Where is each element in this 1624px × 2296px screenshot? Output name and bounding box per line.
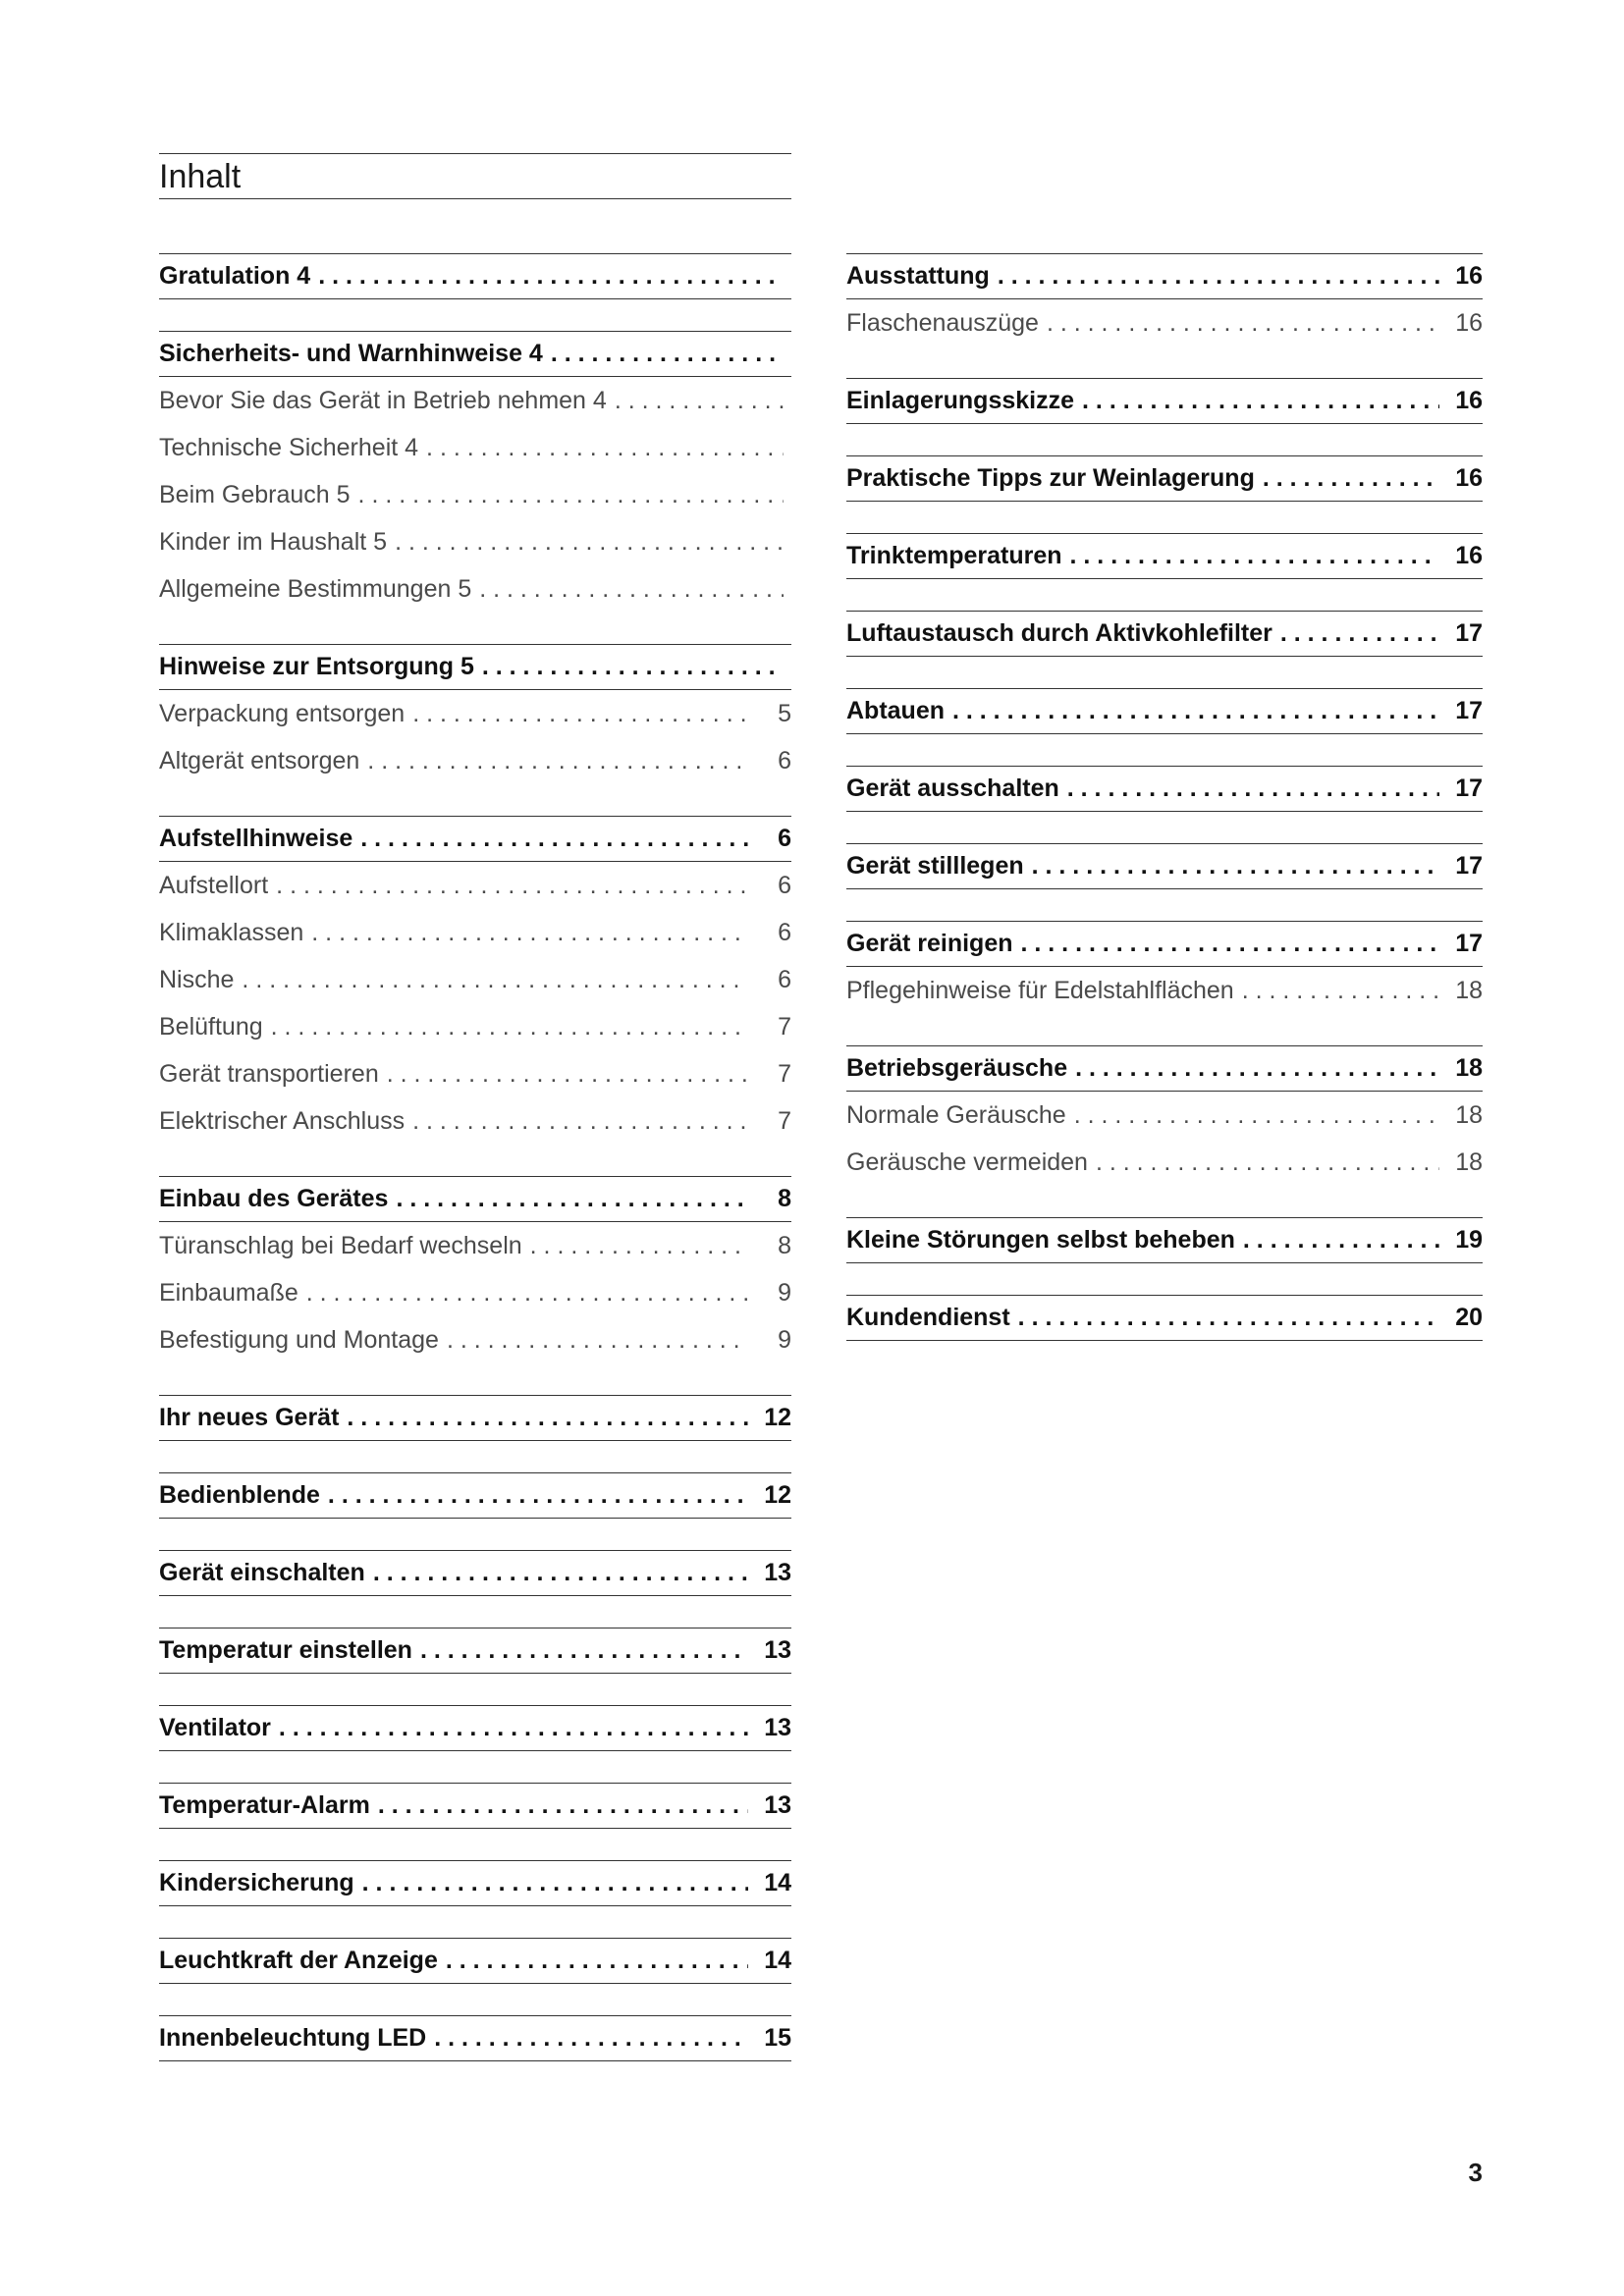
toc-heading-praktische-tipps-zur-weinlagerung[interactable] (846, 455, 1483, 502)
dot-leader (367, 737, 748, 784)
dot-leader (952, 689, 1439, 733)
toc-page-number: 6 (778, 966, 791, 993)
toc-entry-gerät-transportieren[interactable] (159, 1050, 791, 1097)
toc-left-column (159, 253, 791, 2093)
dot-leader (279, 1706, 748, 1750)
toc-label: Kleine Störungen selbst beheben (846, 1226, 1235, 1254)
dot-leader (1070, 534, 1439, 578)
toc-page-number: 9 (778, 1279, 791, 1307)
toc-label: Temperatur einstellen (159, 1636, 412, 1664)
toc-label: Altgerät entsorgen (159, 747, 360, 774)
toc-heading-temperatur-einstellen[interactable] (159, 1628, 791, 1674)
toc-label: Kundendienst (846, 1304, 1010, 1331)
toc-label: Einbau des Gerätes (159, 1185, 389, 1212)
toc-label: Bevor Sie das Gerät in Betrieb nehmen 4 (159, 387, 607, 414)
toc-heading-ventilator[interactable] (159, 1705, 791, 1751)
toc-label: Aufstellhinweise (159, 825, 353, 852)
toc-page-number: 19 (1455, 1226, 1483, 1254)
page-number: 3 (1468, 2158, 1483, 2187)
toc-entry-klimaklassen[interactable] (159, 909, 791, 956)
dot-leader (362, 1861, 748, 1905)
toc-heading-gerät-ausschalten[interactable] (846, 766, 1483, 812)
toc-entry-technische-sicherheit-4[interactable] (159, 424, 791, 471)
dot-leader (360, 817, 748, 861)
toc-entry-bevor-sie-das-gerät-in-betrieb-nehmen-4[interactable] (159, 377, 791, 424)
toc-heading-gratulation-4[interactable] (159, 253, 791, 299)
toc-heading-gerät-reinigen[interactable] (846, 921, 1483, 967)
toc-label: Bedienblende (159, 1481, 320, 1509)
toc-entry-aufstellort[interactable] (159, 862, 791, 909)
toc-heading-luftaustausch-durch-aktivkohlefilter[interactable] (846, 611, 1483, 657)
dot-leader (347, 1396, 748, 1440)
toc-label: Allgemeine Bestimmungen 5 (159, 575, 472, 603)
toc-entry-flaschenauszüge[interactable] (846, 299, 1483, 347)
toc-page-number: 17 (1455, 774, 1483, 802)
dot-leader (1280, 612, 1439, 656)
toc-heading-sicherheits-und-warnhinweise-4[interactable] (159, 331, 791, 377)
toc-label: Leuchtkraft der Anzeige (159, 1947, 438, 1974)
toc-page-number: 16 (1455, 542, 1483, 569)
toc-section (159, 331, 791, 613)
toc-section (159, 1705, 791, 1751)
toc-heading-bedienblende[interactable] (159, 1472, 791, 1519)
toc-page-number: 6 (778, 825, 791, 852)
dot-leader (446, 1939, 748, 1983)
toc-label: Praktische Tipps zur Weinlagerung (846, 464, 1255, 492)
toc-entry-altgerät-entsorgen[interactable] (159, 737, 791, 784)
toc-heading-einlagerungsskizze[interactable] (846, 378, 1483, 424)
toc-heading-kindersicherung[interactable] (159, 1860, 791, 1906)
toc-section (159, 1550, 791, 1596)
toc-page-number: 5 (778, 700, 791, 727)
dot-leader (482, 645, 784, 689)
dot-leader (551, 332, 784, 376)
dot-leader (434, 2016, 748, 2060)
dot-leader (479, 565, 784, 613)
toc-entry-normale-geräusche[interactable] (846, 1092, 1483, 1139)
toc-page-number: 9 (778, 1326, 791, 1354)
toc-section (846, 688, 1483, 734)
toc-section (159, 1938, 791, 1984)
dot-leader (373, 1551, 748, 1595)
toc-entry-beim-gebrauch-5[interactable] (159, 471, 791, 518)
toc-heading-abtauen[interactable] (846, 688, 1483, 734)
toc-section (159, 816, 791, 1145)
toc-page-number: 13 (764, 1636, 791, 1664)
toc-section (159, 1783, 791, 1829)
toc-label: Beim Gebrauch 5 (159, 481, 351, 508)
dot-leader (426, 424, 784, 471)
dot-leader (311, 909, 748, 956)
toc-page-number: 13 (764, 1791, 791, 1819)
toc-heading-ihr-neues-gerät[interactable] (159, 1395, 791, 1441)
dot-leader (328, 1473, 748, 1518)
toc-label: Ihr neues Gerät (159, 1404, 340, 1431)
toc-page-number: 8 (778, 1185, 791, 1212)
toc-section (159, 1395, 791, 1441)
toc-heading-hinweise-zur-entsorgung-5[interactable] (159, 644, 791, 690)
toc-page-number: 14 (764, 1869, 791, 1896)
toc-label: Nische (159, 966, 235, 993)
toc-section (846, 253, 1483, 347)
toc-section (159, 1472, 791, 1519)
toc-label: Betriebsgeräusche (846, 1054, 1068, 1082)
toc-page-number: 13 (764, 1559, 791, 1586)
dot-leader (1243, 1218, 1439, 1262)
toc-label: Gerät einschalten (159, 1559, 365, 1586)
toc-section (846, 1295, 1483, 1341)
toc-section (846, 533, 1483, 579)
toc-entry-pflegehinweise-für-edelstahlflächen[interactable] (846, 967, 1483, 1014)
toc-entry-belüftung[interactable] (159, 1003, 791, 1050)
dot-leader (412, 690, 748, 737)
toc-page-number: 16 (1455, 309, 1483, 337)
toc-entry-geräusche-vermeiden[interactable] (846, 1139, 1483, 1186)
toc-section (846, 1217, 1483, 1263)
dot-leader (358, 471, 784, 518)
dot-leader (387, 1050, 748, 1097)
toc-heading-betriebsgeräusche[interactable] (846, 1045, 1483, 1092)
toc-page-number: 15 (764, 2024, 791, 2052)
toc-label: Luftaustausch durch Aktivkohlefilter (846, 619, 1272, 647)
dot-leader (396, 1177, 748, 1221)
toc-entry-befestigung-und-montage[interactable] (159, 1316, 791, 1363)
toc-page-number: 7 (778, 1013, 791, 1041)
toc-label: Aufstellort (159, 872, 269, 899)
toc-label: Belüftung (159, 1013, 263, 1041)
toc-section (159, 1176, 791, 1363)
toc-page-number: 20 (1455, 1304, 1483, 1331)
toc-heading-innenbeleuchtung-led[interactable] (159, 2015, 791, 2061)
toc-label: Flaschenauszüge (846, 309, 1039, 337)
dot-leader (1082, 379, 1439, 423)
toc-page-number: 7 (778, 1107, 791, 1135)
toc-page-number: 8 (778, 1232, 791, 1259)
dot-leader (1263, 456, 1439, 501)
toc-label: Befestigung und Montage (159, 1326, 439, 1354)
toc-right-column (846, 253, 1483, 1372)
toc-label: Normale Geräusche (846, 1101, 1066, 1129)
toc-label: Gerät reinigen (846, 930, 1013, 957)
toc-label: Gerät ausschalten (846, 774, 1059, 802)
toc-page-number: 7 (778, 1060, 791, 1088)
toc-heading-kleine-störungen-selbst-beheben[interactable] (846, 1217, 1483, 1263)
toc-label: Temperatur-Alarm (159, 1791, 370, 1819)
toc-page-number: 17 (1455, 619, 1483, 647)
toc-section (159, 1860, 791, 1906)
toc-page-number: 6 (778, 919, 791, 946)
toc-label: Ausstattung (846, 262, 990, 290)
toc-section (159, 1628, 791, 1674)
toc-page-number: 6 (778, 872, 791, 899)
toc-entry-kinder-im-haushalt-5[interactable] (159, 518, 791, 565)
dot-leader (1021, 922, 1440, 966)
toc-label: Abtauen (846, 697, 945, 724)
toc-entry-allgemeine-bestimmungen-5[interactable] (159, 565, 791, 613)
dot-leader (1067, 767, 1439, 811)
dot-leader (1096, 1139, 1439, 1186)
dot-leader (271, 1003, 748, 1050)
toc-label: Einlagerungsskizze (846, 387, 1075, 414)
toc-section (846, 921, 1483, 1014)
toc-page-number: 18 (1455, 1148, 1483, 1176)
toc-section (846, 611, 1483, 657)
toc-page-number: 16 (1455, 387, 1483, 414)
dot-leader (306, 1269, 748, 1316)
toc-entry-verpackung-entsorgen[interactable] (159, 690, 791, 737)
dot-leader (395, 518, 784, 565)
toc-page-number: 17 (1455, 930, 1483, 957)
dot-leader (318, 254, 784, 298)
toc-page-number: 18 (1455, 1101, 1483, 1129)
toc-page-number: 12 (764, 1404, 791, 1431)
toc-label: Gerät transportieren (159, 1060, 379, 1088)
toc-page-number: 18 (1455, 1054, 1483, 1082)
dot-leader (420, 1629, 748, 1673)
toc-label: Türanschlag bei Bedarf wechseln (159, 1232, 522, 1259)
toc-label: Gratulation 4 (159, 262, 311, 290)
toc-label: Kinder im Haushalt 5 (159, 528, 388, 556)
page-title: Inhalt (159, 153, 791, 199)
toc-entry-elektrischer-anschluss[interactable] (159, 1097, 791, 1145)
dot-leader (1242, 967, 1439, 1014)
toc-page-number: 12 (764, 1481, 791, 1509)
dot-leader (242, 956, 748, 1003)
toc-page-number: 16 (1455, 262, 1483, 290)
toc-page-number: 17 (1455, 852, 1483, 880)
dot-leader (1074, 1092, 1439, 1139)
toc-heading-trinktemperaturen[interactable] (846, 533, 1483, 579)
toc-section (846, 766, 1483, 812)
toc-section (846, 843, 1483, 889)
toc-heading-ausstattung[interactable] (846, 253, 1483, 299)
dot-leader (412, 1097, 748, 1145)
dot-leader (1047, 299, 1439, 347)
toc-label: Hinweise zur Entsorgung 5 (159, 653, 474, 680)
toc-heading-kundendienst[interactable] (846, 1295, 1483, 1341)
toc-page-number: 17 (1455, 697, 1483, 724)
toc-heading-temperatur-alarm[interactable] (159, 1783, 791, 1829)
toc-page-number: 14 (764, 1947, 791, 1974)
dot-leader (998, 254, 1439, 298)
toc-section (159, 2015, 791, 2061)
toc-label: Ventilator (159, 1714, 271, 1741)
toc-section (846, 378, 1483, 424)
toc-section (159, 644, 791, 784)
toc-page-number: 18 (1455, 977, 1483, 1004)
dot-leader (447, 1316, 748, 1363)
toc-page-number: 16 (1455, 464, 1483, 492)
toc-page-number: 13 (764, 1714, 791, 1741)
toc-entry-einbaumaße[interactable] (159, 1269, 791, 1316)
toc-section (846, 1045, 1483, 1186)
toc-label: Verpackung entsorgen (159, 700, 406, 727)
toc-label: Trinktemperaturen (846, 542, 1062, 569)
toc-label: Kindersicherung (159, 1869, 354, 1896)
dot-leader (615, 377, 784, 424)
toc-label: Pflegehinweise für Edelstahlflächen (846, 977, 1234, 1004)
toc-label: Einbaumaße (159, 1279, 298, 1307)
toc-heading-aufstellhinweise[interactable] (159, 816, 791, 862)
toc-label: Sicherheits- und Warnhinweise 4 (159, 340, 543, 367)
toc-section (159, 253, 791, 299)
dot-leader (530, 1222, 748, 1269)
toc-heading-einbau-des-gerätes[interactable] (159, 1176, 791, 1222)
dot-leader (1018, 1296, 1439, 1340)
toc-entry-nische[interactable] (159, 956, 791, 1003)
toc-section (846, 455, 1483, 502)
toc-heading-gerät-stilllegen[interactable] (846, 843, 1483, 889)
toc-label: Innenbeleuchtung LED (159, 2024, 427, 2052)
toc-label: Klimaklassen (159, 919, 304, 946)
dot-leader (378, 1784, 748, 1828)
toc-label: Geräusche vermeiden (846, 1148, 1088, 1176)
toc-heading-leuchtkraft-der-anzeige[interactable] (159, 1938, 791, 1984)
toc-heading-gerät-einschalten[interactable] (159, 1550, 791, 1596)
toc-page-number: 6 (778, 747, 791, 774)
toc-label: Gerät stilllegen (846, 852, 1024, 880)
toc-label: Elektrischer Anschluss (159, 1107, 406, 1135)
toc-label: Technische Sicherheit 4 (159, 434, 419, 461)
dot-leader (1032, 844, 1439, 888)
dot-leader (276, 862, 748, 909)
toc-entry-türanschlag-bei-bedarf-wechseln[interactable] (159, 1222, 791, 1269)
dot-leader (1075, 1046, 1439, 1091)
